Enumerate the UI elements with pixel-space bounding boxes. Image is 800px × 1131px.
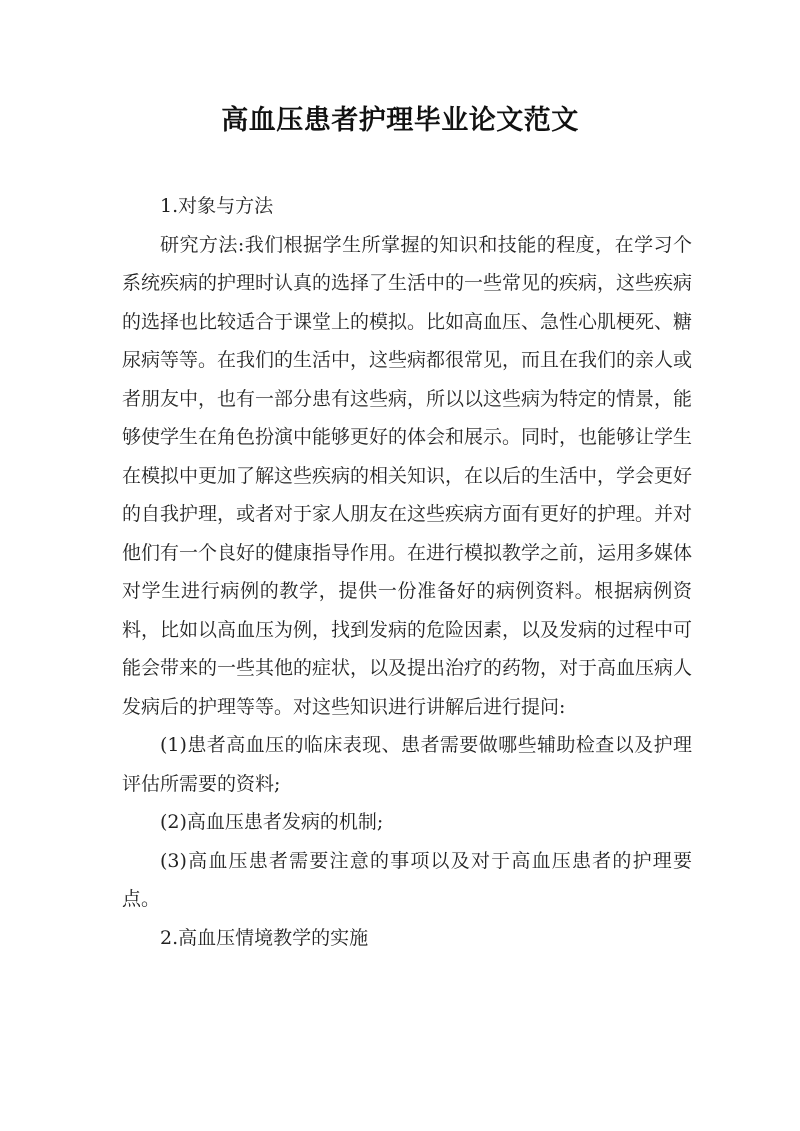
paragraph-research-method: 研究方法:我们根据学生所掌握的知识和技能的程度，在学习个系统疾病的护理时认真的选择了生活中的一些常见的疾病，这些疾病的选择也比较适合于课堂上的模拟。比如高血压、急性心肌梗死、糖尿病等等。在我们的生活中，这些病都很常见，而且在我们的亲人或者朋友中，也有一部分患有这些病，所以以这些病为特定的情景，能够使学生在角色扮演中能够更好的体会和展示。同时，也能够让学生在模拟中更加了解这些疾病的相关知识，在以后的生活中，学会更好的自我护理，或者对于家人朋友在这些疾病方面有更好的护理。并对他们有一个良好的健康指导作用。在进行模拟教学之前，运用多媒体对学生进行病例的教学，提供一份准备好的病例资料。根据病例资料，比如以高血压为例，找到发病的危险因素，以及发病的过程中可能会带来的一些其他的症状，以及提出治疗的药物，对于高血压病人发病后的护理等等。对这些知识进行讲解后进行提问:	[122, 233, 693, 718]
document-body	[122, 187, 692, 957]
list-item-1: (1)患者高血压的临床表现、患者需要做哪些辅助检查以及护理评估所需要的资料;	[122, 734, 692, 795]
section-heading-1: 1.对象与方法	[160, 195, 274, 217]
section-heading-2: 2.高血压情境教学的实施	[160, 926, 369, 949]
list-item-2: (2)高血压患者发病的机制;	[160, 811, 384, 833]
document-title: 高血压患者护理毕业论文范文	[221, 105, 579, 136]
list-item-3: (3)高血压患者需要注意的事项以及对于高血压患者的护理要点。	[122, 849, 692, 910]
